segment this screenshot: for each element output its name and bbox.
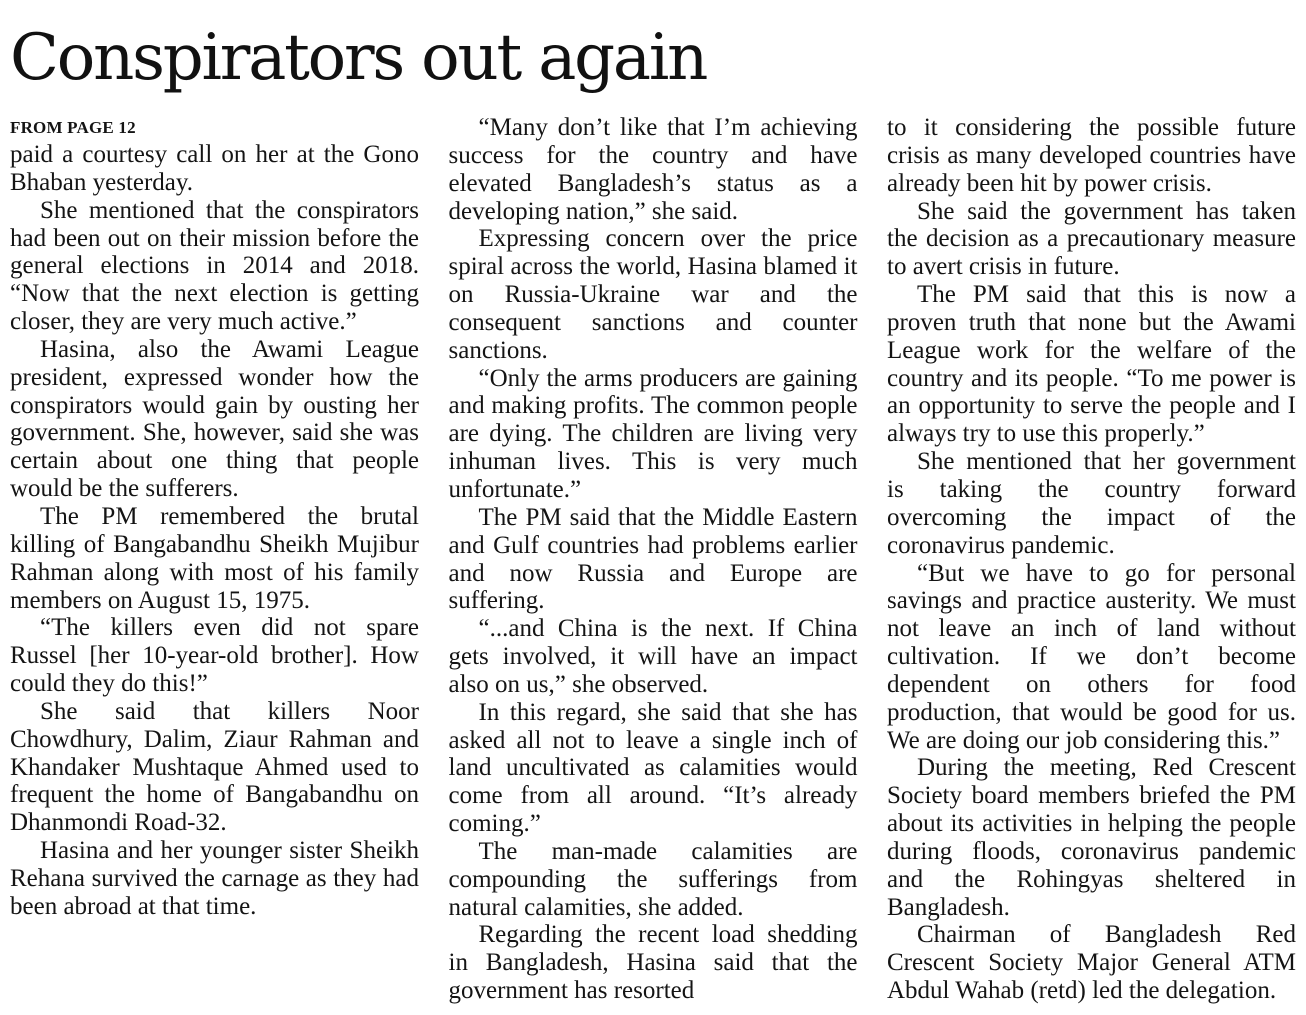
paragraph: “But we have to go for personal savings and practice austerity. We must not leave an inch of land without cultivation. If we don’t become dependent on others for food production, that would be good for us. We are doing our job considering this.” bbox=[887, 559, 1296, 754]
paragraph: The PM said that the Middle Eastern and Gulf countries had problems earlier and now Russia and Europe are suffering. bbox=[448, 503, 858, 615]
paragraph: “Only the arms producers are gaining and making profits. The common people are dying. The children are living very inhuman lives. This is very much unfortunate.” bbox=[448, 364, 858, 503]
paragraph: The PM said that this is now a proven truth that none but the Awami League work for the welfare of the country and its people. “To me power is an opportunity to serve the people and I always try to use this properly.” bbox=[887, 281, 1296, 448]
paragraph: paid a courtesy call on her at the Gono Bhaban yesterday. bbox=[10, 141, 419, 196]
paragraph: She mentioned that her government is taking the country forward overcoming the impact of the coronavirus pandemic. bbox=[887, 448, 1296, 559]
paragraph: She said that killers Noor Chowdhury, Dalim, Ziaur Rahman and Khandaker Mushtaque Ahmed used to frequent the home of Bangabandhu on Dhanmondi Road-32. bbox=[10, 697, 419, 837]
paragraph: In this regard, she said that she has asked all not to leave a single inch of land uncultivated as calamities would come from all around. “It’s already coming.” bbox=[448, 698, 858, 838]
paragraph: Hasina and her younger sister Sheikh Rehana survived the carnage as they had been abroad at that time. bbox=[10, 837, 419, 920]
paragraph: The PM remembered the brutal killing of Bangabandhu Sheikh Mujibur Rahman along with most of his family members on August 15, 1975. bbox=[10, 502, 419, 614]
paragraph: “Many don’t like that I’m achieving success for the country and have elevated Bangladesh’s status as a developing nation,” she said. bbox=[448, 114, 858, 225]
paragraph: Hasina, also the Awami League president, expressed wonder how the conspirators would gain by ousting her government. She, however, said she was certain about one thing that people would be the sufferers. bbox=[10, 335, 419, 503]
headline: Conspirators out again bbox=[10, 21, 707, 95]
column-2 bbox=[449, 114, 858, 1005]
paragraph: “The killers even did not spare Russel [her 10-year-old brother]. How could they do this!” bbox=[10, 614, 419, 698]
paragraph: Chairman of Bangladesh Red Crescent Society Major General ATM Abdul Wahab (retd) led the delegation. bbox=[887, 921, 1296, 1005]
paragraph: She said the government has taken the decision as a precautionary measure to avert crisis in future. bbox=[887, 197, 1296, 281]
paragraph: The man-made calamities are compounding the sufferings from natural calamities, she added. bbox=[448, 837, 858, 921]
column-1 bbox=[10, 114, 419, 1005]
paragraph: Expressing concern over the price spiral across the world, Hasina blamed it on Russia-Ukraine war and the consequent sanctions and counter sanctions. bbox=[448, 225, 858, 364]
paragraph: During the meeting, Red Crescent Society board members briefed the PM about its activities in helping the people during floods, coronavirus pandemic and the Rohingyas sheltered in Bangladesh. bbox=[887, 754, 1296, 921]
paragraph: She mentioned that the conspirators had been out on their mission before the general elections in 2014 and 2018. “Now that the next election is getting closer, they are very much active.” bbox=[10, 196, 419, 336]
column-3 bbox=[887, 114, 1296, 1005]
article-body bbox=[10, 114, 1296, 1005]
continuation-kicker: FROM PAGE 12 bbox=[10, 118, 136, 137]
paragraph: “...and China is the next. If China gets involved, it will have an impact also on us,” she observed. bbox=[448, 615, 858, 698]
paragraph: to it considering the possible future crisis as many developed countries have already been hit by power crisis. bbox=[887, 114, 1296, 197]
paragraph: Regarding the recent load shedding in Bangladesh, Hasina said that the government has resorted bbox=[448, 921, 858, 1005]
